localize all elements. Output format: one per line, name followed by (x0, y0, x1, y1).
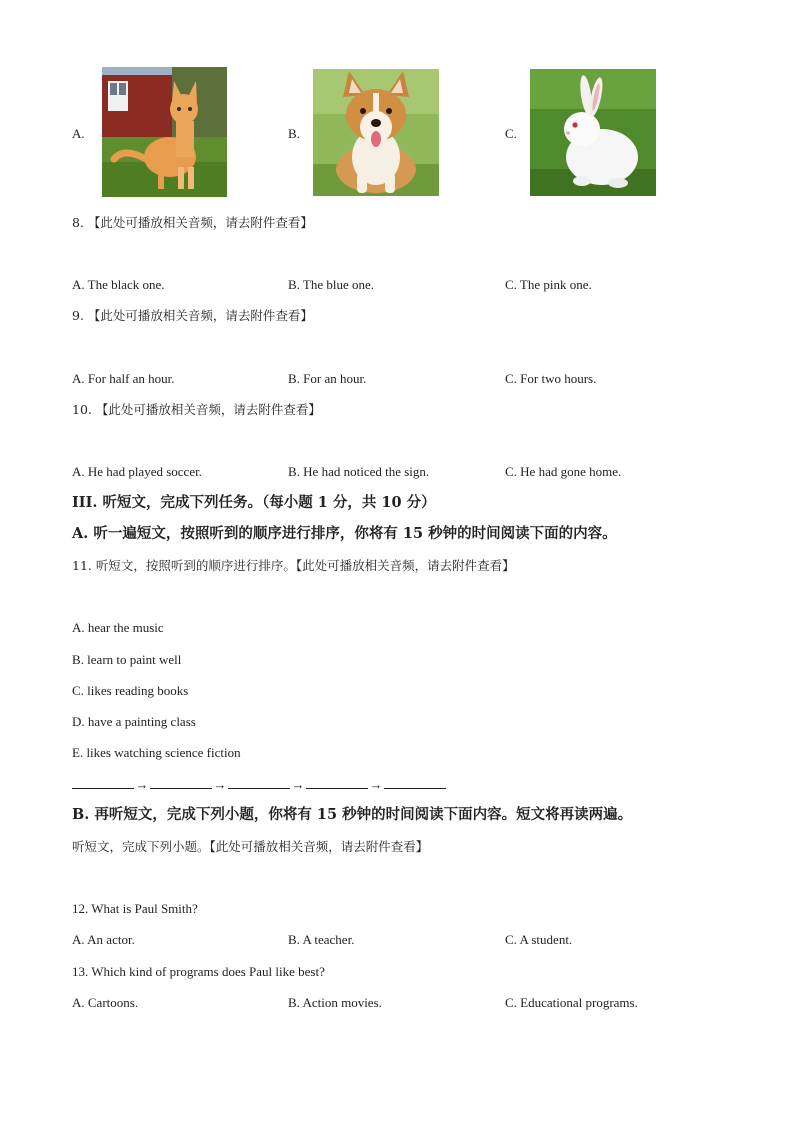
question-13-stem: 13. Which kind of programs does Paul like best? (72, 964, 325, 979)
question-9-option-a: A. For half an hour. (72, 371, 175, 386)
option-b-label: B. (288, 126, 300, 141)
question-9-option-c: C. For two hours. (505, 371, 597, 386)
option-c-label: C. (505, 126, 517, 141)
answer-blank-5[interactable] (384, 776, 446, 789)
option-a-label: A. (72, 126, 85, 141)
ordering-answer-line (72, 776, 446, 793)
question-13-option-c: C. Educational programs. (505, 995, 638, 1010)
question-13-option-b: B. Action movies. (288, 995, 382, 1010)
question-12-option-c: C. A student. (505, 932, 573, 947)
part-b-title: B. 再听短文，完成下列小题，你将有 15 秒钟的时间阅读下面内容。短文将再读两遍。 (72, 806, 633, 823)
question-8-option-a: A. The black one. (72, 277, 165, 292)
question-10-option-b: B. He had noticed the sign. (288, 464, 430, 479)
question-13-option-a: A. Cartoons. (72, 995, 139, 1010)
part-b-instruction: 听短文，完成下列小题。【此处可播放相关音频，请去附件查看】 (72, 839, 429, 854)
arrow-icon: → (291, 777, 305, 792)
question-11-stem: 11. 听短文，按照听到的顺序进行排序。【此处可播放相关音频，请去附件查看】 (72, 558, 515, 573)
section-3-title: III. 听短文，完成下列任务。（每小题 1 分，共 10 分） (72, 494, 436, 511)
question-12-option-b: B. A teacher. (288, 932, 355, 947)
question-10-option-c: C. He had gone home. (505, 464, 622, 479)
answer-blank-2[interactable] (150, 776, 212, 789)
question-11-item-d: D. have a painting class (72, 714, 196, 729)
answer-blank-1[interactable] (72, 776, 134, 789)
question-9-option-b: B. For an hour. (288, 371, 367, 386)
question-12-stem: 12. What is Paul Smith? (72, 901, 198, 916)
question-11-item-b: B. learn to paint well (72, 652, 182, 667)
question-10-stem: 10. 【此处可播放相关音频，请去附件查看】 (72, 402, 321, 417)
question-8-option-c: C. The pink one. (505, 277, 592, 292)
answer-blank-3[interactable] (228, 776, 290, 789)
rabbit-image (530, 69, 656, 196)
question-11-item-e: E. likes watching science fiction (72, 745, 241, 760)
question-8-option-b: B. The blue one. (288, 277, 375, 292)
arrow-icon: → (135, 777, 149, 792)
part-a-title: A. 听一遍短文，按照听到的顺序进行排序，你将有 15 秒钟的时间阅读下面的内容。 (72, 525, 617, 542)
arrow-icon: → (213, 777, 227, 792)
question-8-stem: 8. 【此处可播放相关音频，请去附件查看】 (72, 215, 313, 230)
cat-image (102, 67, 227, 197)
question-10-option-a: A. He had played soccer. (72, 464, 202, 479)
arrow-icon: → (369, 777, 383, 792)
dog-image (313, 69, 439, 196)
answer-blank-4[interactable] (306, 776, 368, 789)
question-12-option-a: A. An actor. (72, 932, 135, 947)
question-9-stem: 9. 【此处可播放相关音频，请去附件查看】 (72, 308, 313, 323)
question-11-item-c: C. likes reading books (72, 683, 189, 698)
question-11-item-a: A. hear the music (72, 620, 164, 635)
